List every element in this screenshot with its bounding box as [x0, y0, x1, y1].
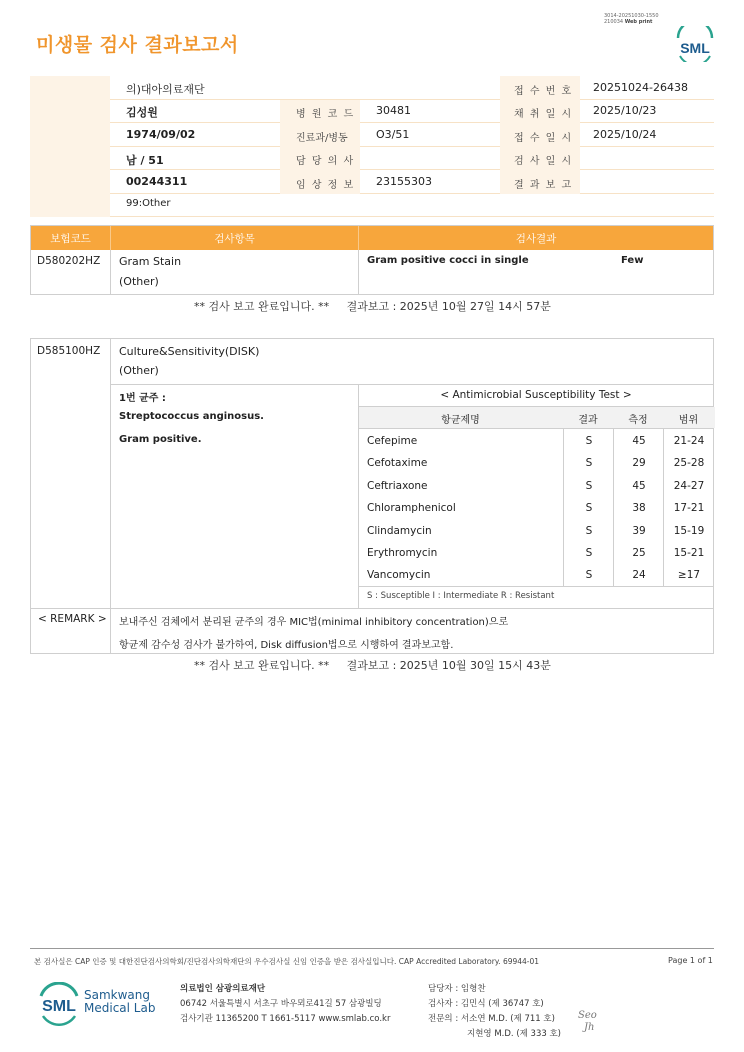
test2-item: Culture&Sensitivity(DISK) [119, 345, 260, 358]
ast-measure: 45 [632, 479, 646, 492]
staff-manager: 담당자 : 임형찬 [428, 984, 486, 994]
ast-header-range: 범위 [678, 415, 699, 426]
page-number: Page 1 of 1 [668, 956, 713, 965]
chart-value: 00244311 [126, 175, 188, 188]
table-row [359, 520, 714, 542]
ast-result: S [585, 502, 593, 515]
ast-drug-name: Ceftriaxone [367, 479, 428, 492]
dept-value: O3/51 [376, 128, 410, 141]
ast-range: 15-19 [673, 524, 705, 537]
header-item: 검사항목 [111, 226, 359, 250]
table-row [359, 475, 714, 497]
hospital-code-value: 30481 [376, 104, 411, 117]
certification-note: 본 검사실은 CAP 인증 및 대한진단검사의학회/진단검사의학재단의 우수검사실 신임 인증을 받은 검사실입니다. CAP Accredited Laboratory. 69944-01 [34, 957, 540, 966]
ast-range: 15-21 [673, 547, 705, 559]
test1-item: Gram Stain [119, 255, 182, 268]
staff-tester: 검사자 : 김민식 (제 36747 호) [428, 999, 544, 1009]
remark-line-1: 보내주신 검체에서 분리된 균주의 경우 MIC법(minimal inhibitory concentration)으로 [119, 617, 509, 628]
sml-logo [674, 26, 716, 62]
samkwang-logo-text: SML [42, 998, 76, 1015]
table-row [359, 430, 714, 452]
reception-no-label: 접 수 번 호 [514, 86, 573, 97]
reception-date-value: 2025/10/24 [593, 128, 657, 141]
ast-header-measure: 측정 [628, 415, 648, 426]
staff-info [428, 982, 561, 1042]
gram-result: Gram positive. [119, 434, 202, 445]
patient-info [30, 76, 714, 217]
ast-drug-name: Erythromycin [367, 547, 438, 559]
ast-drug-name: Vancomycin [367, 569, 431, 582]
remark-line-2: 항균제 감수성 검사가 불가하여, Disk diffusion법으로 시행하여 결과보고함. [119, 640, 454, 651]
ast-range: 21-24 [673, 435, 705, 447]
test2-code: D585100HZ [37, 345, 101, 357]
table-row [359, 542, 714, 564]
dept-label: 진료과/병동 [296, 133, 348, 144]
document-code: 3014-20251030-1550 210034 Web print [604, 13, 659, 25]
ast-measure: 25 [632, 547, 646, 559]
ast-result: S [585, 457, 593, 470]
ast-header-drug: 항균제명 [441, 415, 480, 426]
signature: Seo Jh [578, 1010, 597, 1033]
remark-label: < REMARK > [38, 613, 107, 625]
test1-report-time: 결과보고 : 2025년 10월 27일 14시 57분 [346, 300, 551, 313]
ast-measure: 45 [632, 435, 646, 447]
staff-specialist-2: 지현영 M.D. (제 333 호) [467, 1029, 562, 1039]
birth-value: 1974/09/02 [126, 128, 196, 141]
samkwang-logo [36, 982, 82, 1026]
ast-drug-name: Clindamycin [367, 524, 432, 537]
ast-measure: 38 [632, 502, 646, 515]
sex-age-value: 남 / 51 [126, 154, 164, 167]
test1-complete [194, 298, 551, 314]
ast-drug-name: Cefepime [367, 435, 418, 447]
table-row [359, 564, 714, 586]
table-row [359, 497, 714, 519]
ast-result: S [585, 435, 593, 447]
org-contact: 검사기관 11365200 T 1661-5117 www.smlab.co.kr [180, 1014, 391, 1024]
clinical-label: 임 상 정 보 [296, 180, 355, 191]
organism-name: Streptococcus anginosus. [119, 411, 264, 422]
strain-label: 1번 균주 : [119, 393, 166, 404]
test1-item-sub: (Other) [119, 275, 159, 288]
staff-specialist-1: 전문의 : 서소연 M.D. (제 711 호) [428, 1014, 555, 1024]
specimen-value: 99:Other [126, 198, 171, 209]
test1-result: Gram positive cocci in single [367, 255, 529, 266]
test2-complete [194, 657, 551, 673]
ast-measure: 24 [632, 569, 646, 582]
test2-report-time: 결과보고 : 2025년 10월 30일 15시 43분 [346, 659, 551, 672]
ast-header-result: 결과 [578, 415, 598, 426]
name-value: 김성원 [126, 106, 158, 119]
ast-range: 17-21 [673, 502, 705, 515]
ast-title: < Antimicrobial Susceptibility Test > [440, 389, 632, 401]
culture-table [30, 338, 714, 654]
gram-stain-table [30, 225, 714, 295]
collection-date-value: 2025/10/23 [593, 104, 657, 117]
collection-date-label: 채 취 일 시 [514, 109, 573, 120]
reception-no-value: 20251024-26438 [593, 81, 688, 94]
header-code: 보험코드 [31, 226, 111, 250]
page-title: 미생물 검사 결과보고서 [36, 34, 239, 56]
ast-range: 24-27 [673, 479, 705, 492]
test1-result-amount: Few [621, 255, 644, 266]
brand-name: Samkwang Medical Lab [84, 988, 156, 1015]
ast-range: ≥17 [677, 569, 701, 582]
ast-result: S [585, 569, 593, 582]
test1-code: D580202HZ [37, 255, 101, 267]
report-label: 결 과 보 고 [514, 180, 573, 191]
clinical-value: 23155303 [376, 175, 432, 188]
test1-complete-text: ** 검사 보고 완료입니다. ** [194, 300, 330, 313]
doctor-label: 담 당 의 사 [296, 156, 355, 167]
test-date-label: 검 사 일 시 [514, 156, 573, 167]
ast-drug-name: Chloramphenicol [367, 502, 456, 515]
table-row [359, 452, 714, 474]
header-result: 검사결과 [515, 232, 557, 245]
ast-measure: 29 [632, 457, 646, 470]
hospital-code-label: 병 원 코 드 [296, 109, 355, 120]
ast-range: 25-28 [673, 457, 705, 470]
ast-result: S [585, 479, 593, 492]
org-address: 06742 서울특별시 서초구 바우뫼로41길 57 삼광빌딩 [180, 999, 382, 1009]
reception-date-label: 접 수 일 시 [514, 133, 573, 144]
institution-value: 의)대아의료재단 [126, 83, 205, 96]
footer-divider [30, 948, 714, 949]
ast-result: S [585, 524, 593, 537]
test2-item-sub: (Other) [119, 364, 159, 377]
test2-complete-text: ** 검사 보고 완료입니다. ** [194, 659, 330, 672]
ast-measure: 39 [632, 524, 646, 537]
org-name: 의료법인 삼광의료재단 [180, 984, 266, 994]
organization-info [180, 982, 390, 1027]
sml-logo-text: SML [680, 40, 710, 56]
table-header [31, 226, 713, 250]
ast-drug-name: Cefotaxime [367, 457, 428, 470]
ast-result: S [585, 547, 593, 559]
ast-legend: S : Susceptible I : Intermediate R : Resistant [367, 591, 555, 601]
